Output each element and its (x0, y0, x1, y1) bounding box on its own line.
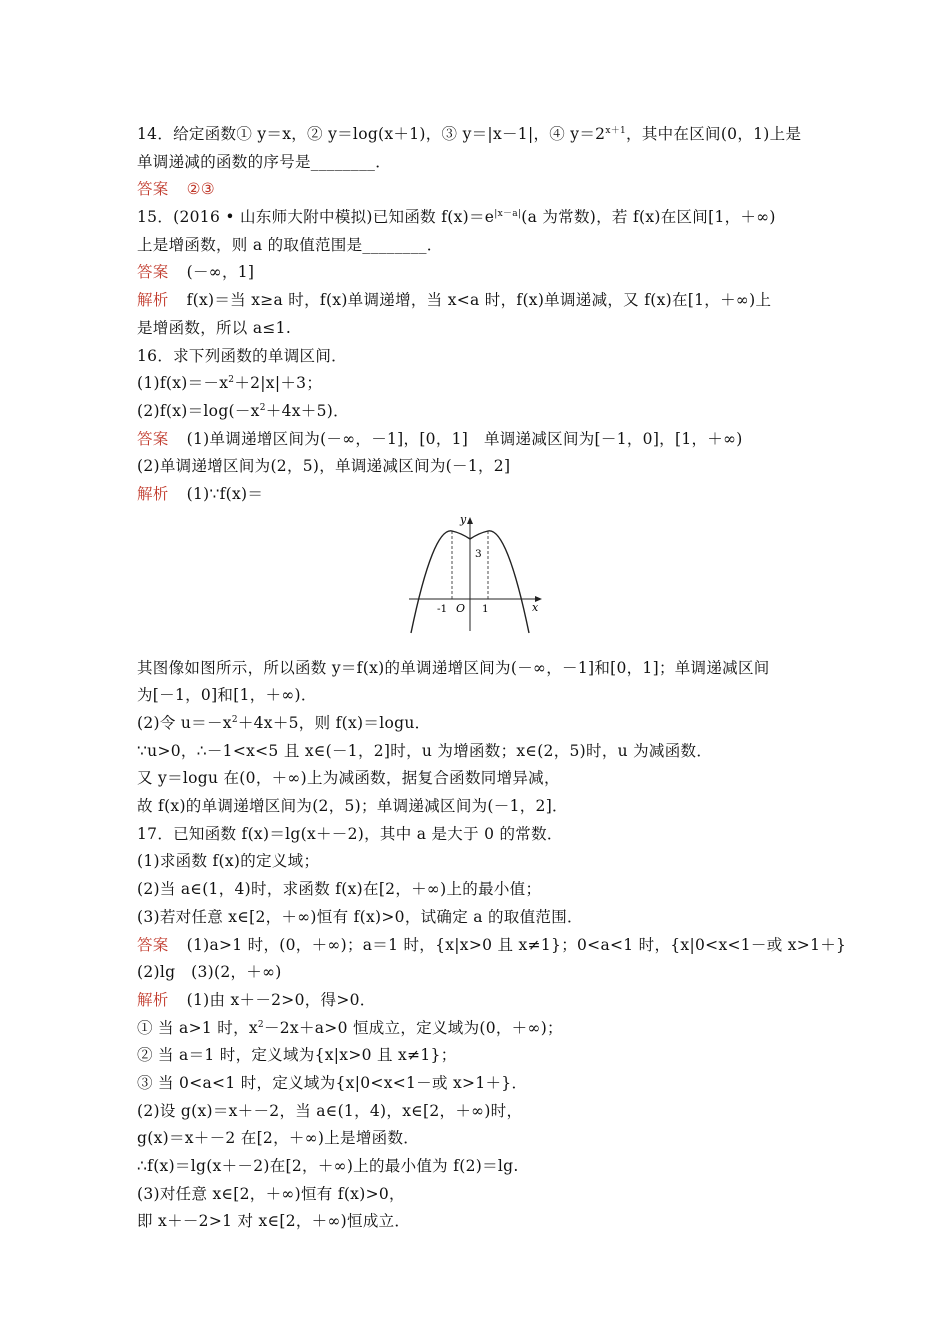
analysis-text: ① 当 a>1 时，x (137, 1018, 258, 1037)
q16-analysis-line5: 又 y＝logu 在(0，＋∞)上为减函数，据复合函数同增异减， (137, 769, 560, 788)
q16-answer-line2: (2)单调递增区间为(2，5)，单调递减区间为(－1，2] (137, 457, 511, 476)
answer-text: (1)单调递增区间为(－∞，－1]，[0，1] 单调递减区间为[－1，0]，[1，＋∞) (186, 429, 743, 448)
tick-label-neg-1: -1 (437, 602, 448, 615)
q17-analysis-line3: ② 当 a＝1 时，定义域为{x|x>0 且 x≠1}； (137, 1046, 457, 1065)
q16-answer-line1 (137, 426, 817, 454)
q16-title: 16．求下列函数的单调区间． (137, 346, 347, 365)
function-graph (407, 511, 547, 647)
exponent: 2 (257, 1019, 264, 1030)
q15-analysis-line2: 是增函数，所以 a≤1. (137, 318, 292, 337)
q15-exponent: |x－a| (494, 209, 522, 220)
q17-analysis-line1 (137, 987, 817, 1015)
analysis-text-cont: －2x＋a>0 恒成立，定义域为(0，＋∞)； (263, 1018, 563, 1037)
q16-analysis-line4: ∵u>0，∴－1<x<5 且 x∈(－1，2]时，u 为增函数；x∈(2，5)时，u 为减函数． (137, 741, 713, 760)
answer-label: 答案 (137, 263, 169, 282)
q17-analysis-line9: 即 x＋－2>1 对 x∈[2，＋∞)恒成立． (137, 1212, 411, 1231)
answer-label: 答案 (137, 429, 169, 448)
q17-part2: (2)当 a∈(1，4)时，求函数 f(x)在[2，＋∞)上的最小值； (137, 880, 542, 899)
analysis-text-cont: ＋4x＋5，则 f(x)＝logu． (237, 714, 431, 732)
q15-stem-text-cont: (a 为常数)，若 f(x)在区间[1，＋∞) (521, 208, 776, 227)
q16-part2-text-cont: ＋4x＋5)． (265, 401, 349, 420)
x-axis-label: x (532, 600, 539, 614)
analysis-label: 解析 (137, 990, 169, 1009)
q14-stem-line1 (137, 121, 817, 149)
answer-text: ②③ (186, 180, 216, 199)
q14-stem-text: 14．给定函数① y＝x，② y＝log(x＋1)，③ y＝|x－1|，④ y＝2 (137, 125, 606, 143)
q16-part1 (137, 370, 817, 398)
q15-analysis-line1 (137, 287, 817, 315)
q14-stem-text-cont: ，其中在区间(0，1)上是 (626, 125, 802, 143)
q16-part1-text: (1)f(x)＝－x (137, 374, 229, 393)
q17-analysis-line2 (137, 1015, 817, 1043)
y-axis-label: y (460, 512, 467, 526)
q16-part2 (137, 398, 817, 426)
analysis-label: 解析 (137, 484, 169, 503)
answer-label: 答案 (137, 180, 169, 199)
analysis-text: (1)由 x＋－2>0，得>0． (186, 990, 376, 1009)
q17-title: 17．已知函数 f(x)＝lg(x＋－2)，其中 a 是大于 0 的常数． (137, 824, 563, 843)
q14-exponent: x＋1 (605, 126, 627, 136)
exponent: 2 (228, 375, 235, 386)
q17-analysis-line8: (3)对任意 x∈[2，＋∞)恒有 f(x)>0， (137, 1184, 405, 1203)
answer-text: (1)a>1 时，(0，＋∞)；a＝1 时，{x|x>0 且 x≠1}；0<a<1 时，{x|0<x<1－或 x>1＋} (186, 935, 847, 954)
q17-part3: (3)若对任意 x∈[2，＋∞)恒有 f(x)>0，试确定 a 的取值范围． (137, 907, 583, 926)
q17-analysis-line5: (2)设 g(x)＝x＋－2，当 a∈(1，4)，x∈[2，＋∞)时， (137, 1101, 523, 1120)
q17-analysis-line4: ③ 当 0<a<1 时，定义域为{x|0<x<1－或 x>1＋}． (137, 1073, 528, 1092)
y-axis-arrow (467, 517, 473, 524)
q16-part2-text: (2)f(x)＝log(－x (137, 401, 260, 420)
q15-stem-text: 15．(2016 • 山东师大附中模拟)已知函数 f(x)＝e (137, 208, 495, 227)
analysis-text: (2)令 u＝－x (137, 714, 232, 732)
q15-answer (137, 259, 817, 287)
q16-analysis-line1: 其图像如图所示，所以函数 y＝f(x)的单调递增区间为(－∞，－1]和[0，1]；单调递减区间 (137, 658, 770, 677)
function-graph-figure (137, 509, 817, 655)
q17-analysis-line7: ∴f(x)＝lg(x＋－2)在[2，＋∞)上的最小值为 f(2)＝lg. (137, 1157, 519, 1175)
q16-analysis-line6: 故 f(x)的单调递增区间为(2，5)；单调递减区间为(－1，2]． (137, 797, 568, 816)
tick-label-1: 1 (482, 602, 489, 615)
q17-answer-line2: (2)lg (3)(2，＋∞) (137, 963, 282, 982)
exponent: 2 (231, 715, 238, 725)
exponent: 2 (259, 402, 266, 413)
analysis-text: f(x)＝当 x≥a 时，f(x)单调递增，当 x<a 时，f(x)单调递减，又 f(x)在[1，＋∞)上 (186, 291, 772, 310)
analysis-text: (1)∵f(x)＝ (186, 484, 264, 503)
document-body (137, 121, 847, 1236)
q17-analysis-line6: g(x)＝x＋－2 在[2，＋∞)上是增函数． (137, 1129, 420, 1148)
answer-label: 答案 (137, 935, 169, 954)
q16-analysis-line2: 为[－1，0]和[1，＋∞)． (137, 686, 317, 705)
answer-text: (－∞，1] (186, 263, 255, 282)
peak-value-label: 3 (475, 547, 482, 560)
q17-part1: (1)求函数 f(x)的定义域； (137, 852, 320, 871)
q16-analysis-start (137, 481, 817, 509)
q17-answer-line1 (137, 932, 847, 960)
q14-answer (137, 176, 817, 204)
q15-stem-line2: 上是增函数，则 a 的取值范围是________． (137, 235, 443, 254)
q16-part1-text-cont: ＋2|x|＋3； (234, 374, 323, 393)
q16-analysis-line3 (137, 710, 817, 738)
q14-stem-line2: 单调递减的函数的序号是________． (137, 152, 392, 171)
q15-stem-line1 (137, 204, 817, 232)
origin-label: O (456, 601, 466, 615)
analysis-label: 解析 (137, 291, 169, 310)
